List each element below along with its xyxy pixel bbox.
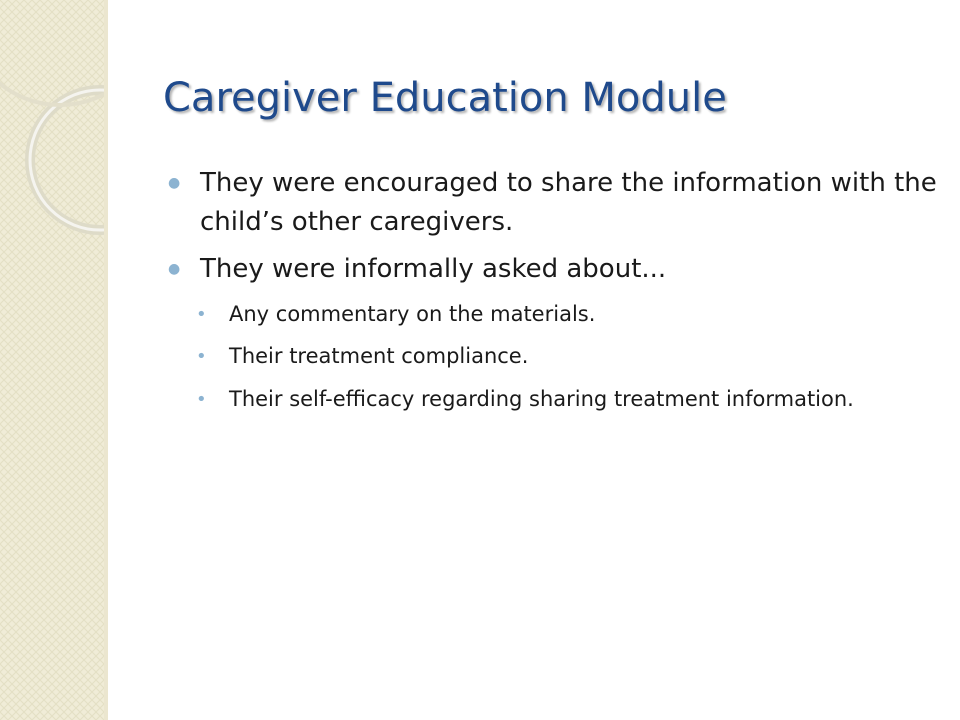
sub-bullet-item	[168, 340, 938, 374]
sub-bullet-text: Their self-efficacy regarding sharing treatment information.	[229, 386, 854, 411]
bullet-dot-icon: •	[196, 303, 207, 325]
sub-bullet-text: Any commentary on the materials.	[229, 301, 596, 326]
bullet-dot-icon: •	[196, 346, 207, 367]
bullet-dot-icon: ●	[168, 261, 181, 277]
bullet-item	[168, 164, 938, 241]
bullet-text: They were informally asked about...	[200, 254, 667, 284]
sub-bullet-text: Their treatment compliance.	[229, 344, 529, 368]
bullet-dot-icon: ●	[168, 175, 181, 191]
decorative-side-band	[0, 0, 104, 720]
bullet-list	[168, 164, 938, 425]
bullet-dot-icon: •	[196, 388, 207, 410]
bullet-text: They were encouraged to share the information with the child’s other caregivers.	[200, 168, 937, 237]
sub-bullet-item	[168, 298, 938, 332]
sub-bullet-item	[168, 383, 938, 417]
decorative-circles-graphic	[0, 0, 104, 720]
bullet-item	[168, 250, 938, 289]
slide-title: Caregiver Education Module	[163, 75, 727, 121]
side-band-edge	[104, 0, 108, 720]
